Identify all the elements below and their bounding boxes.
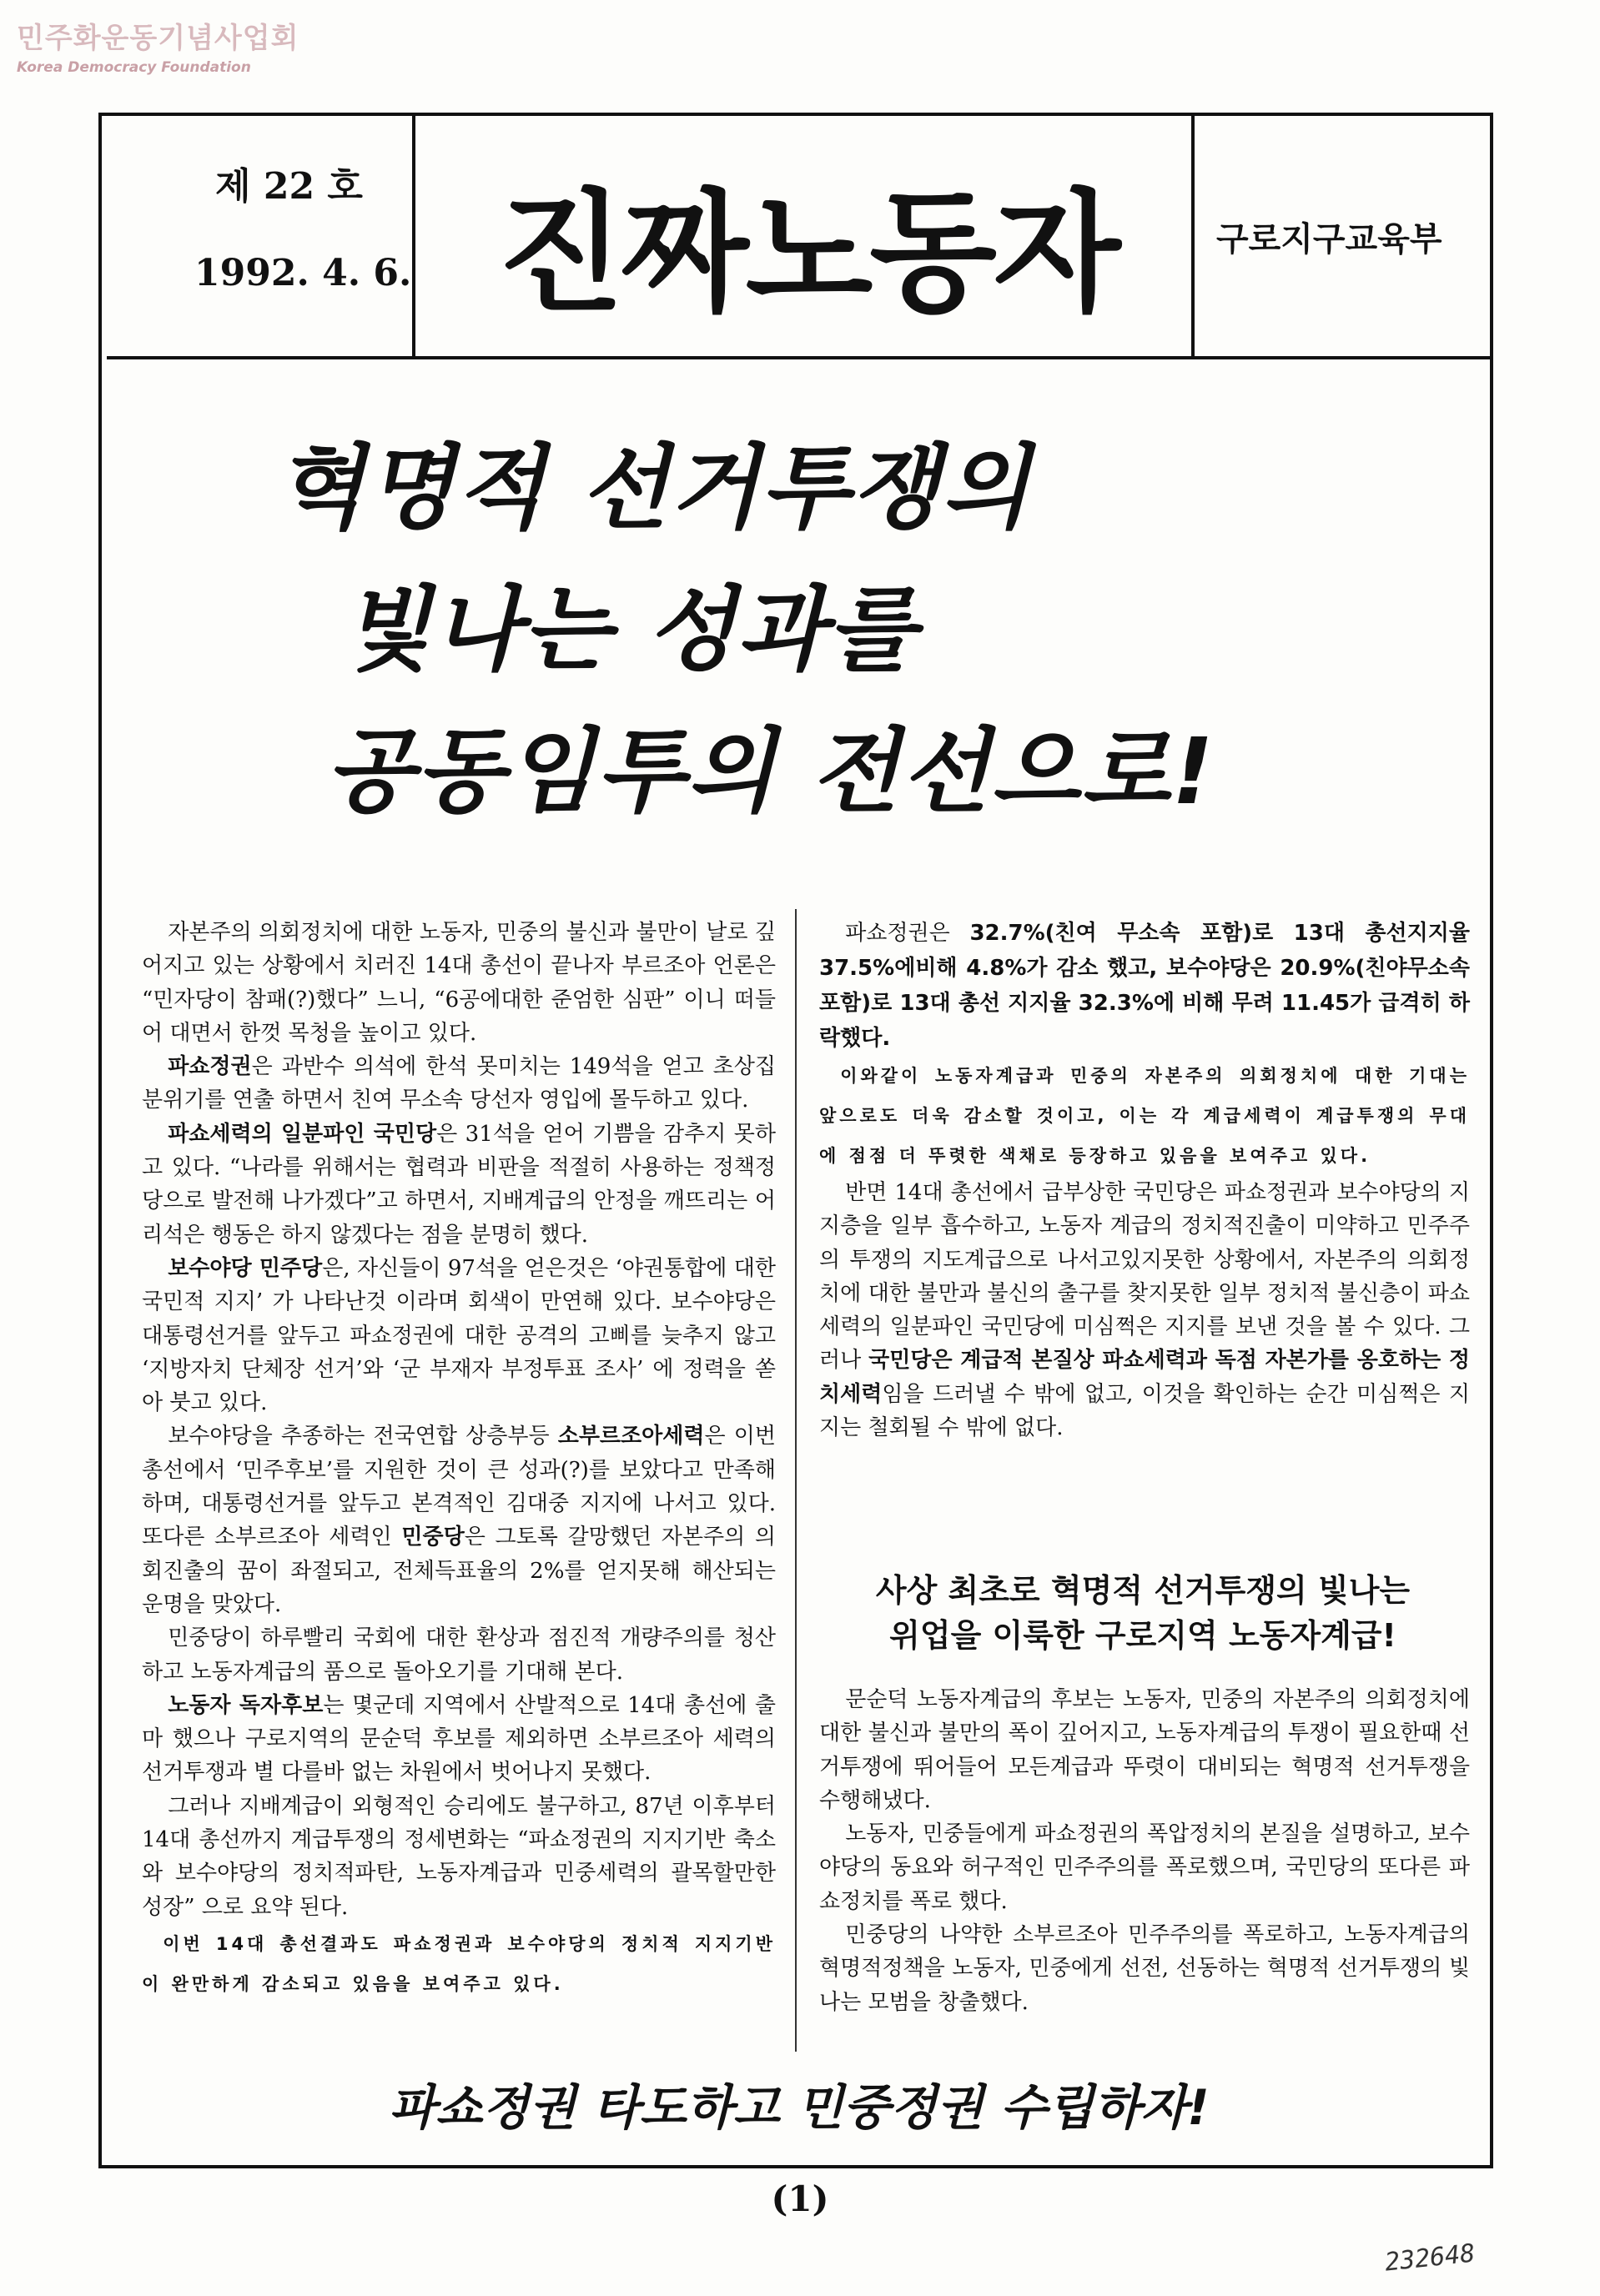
paragraph-emphasized: 이번 14대 총선결과도 파쇼정권과 보수야당의 정치적 지지기반이 완만하게 감소되고 있음을 보여주고 있다. [142, 1933, 776, 1994]
emphasis: 파쇼정권 [168, 1054, 252, 1080]
main-headline [275, 417, 1215, 842]
right-article-column [819, 916, 1470, 1444]
paragraph: 보수야당을 추종하는 전국연합 상층부등 소부르조아세력은 이번 총선에서 ‘민주후보’를 지원한 것이 큰 성과(?)를 보았다고 만족해 하며, 대통령선거를 앞두고 본격적인 김대중 지지에 나서고 있다. 또다른 소부르조아 세력인 민중당은 그토록 갈망했던 자본주의 의회진출의 꿈이 좌절되고, 전체득표율의 2%를 얻지못해 해산되는 운명을 맞았다. [142, 1424, 776, 1617]
paragraph: 노동자, 민중들에게 파쇼정권의 폭압정치의 본질을 설명하고, 보수야당의 동요와 허구적인 민주주의를 폭로했으며, 국민당의 또다른 파쇼정치를 폭로 했다. [819, 1821, 1470, 1914]
issue-date: 1992. 4. 6. [194, 252, 412, 294]
paragraph: 자본주의 의회정치에 대한 노동자, 민중의 불신과 불만이 날로 깊어지고 있는 상황에서 치러진 14대 총선이 끝나자 부르조아 언론은 “민자당이 참패(?)했다” 느니, “6공에대한 준엄한 심판” 이니 떠들어 대면서 한껏 목청을 높이고 있다. [142, 920, 776, 1046]
publisher-name: 구로지구교육부 [1216, 220, 1442, 259]
closing-slogan: 파쇼정권 타도하고 민중정권 수립하자! [389, 2079, 1210, 2136]
issue-number: 제 22 호 [215, 165, 363, 208]
subhead-line-1: 사상 최초로 혁명적 선거투쟁의 빛나는 [875, 1572, 1411, 1609]
emphasis: 보수야당 민주당 [168, 1255, 323, 1281]
emphasis: 국민당은 계급적 본질상 파쇼세력과 독점 자본가를 옹호하는 정치세력 [819, 1348, 1470, 1407]
paragraph: 민중당의 나약한 소부르조아 민주주의를 폭로하고, 노동자계급의 혁명적정책을 노동자, 민중에게 선전, 선동하는 혁명적 선거투쟁의 빛나는 모범을 창출했다. [819, 1922, 1470, 2015]
right-article-column-lower [819, 1683, 1470, 2019]
paragraph: 그러나 지배계급이 외형적인 승리에도 불구하고, 87년 이후부터 14대 총선까지 계급투쟁의 정세변화는 “파쇼정권의 지지기반 축소와 보수야당의 정치적파탄, 노동자계급과 민중세력의 괄목할만한 성장” 으로 요약 된다. [142, 1793, 776, 1920]
watermark-korean: 민주화운동기념사업회 [17, 22, 299, 55]
section-subheadline [834, 1568, 1452, 1658]
subhead-line-2: 위업을 이룩한 구로지역 노동자계급! [889, 1617, 1396, 1654]
headline-line-1: 혁명적 선거투쟁의 [275, 435, 1032, 541]
paragraph: 파쇼세력의 일분파인 국민당은 31석을 얻어 기쁨을 감추지 못하고 있다. “나라를 위해서는 협력과 비판을 적절히 사용하는 정책정당으로 발전해 나가겠다”고 하면서, 지배계급의 안정을 깨뜨리는 어리석은 행동은 하지 않겠다는 점을 분명히 했다. [142, 1121, 777, 1248]
newspaper-title: 진짜노동자 [497, 177, 1118, 330]
emphasis: 32.7%(친여 무소속 포함)로 13대 총선지지율 37.5%에비해 4.8%가 감소 했고, 보수야당은 20.9%(친야무소속 포함)로 13대 총선 지지율 32.3%에 비해 무려 11.45가 급격히 하락했다. [819, 921, 1470, 1051]
headline-line-3: 공동임투의 전선으로! [325, 718, 1215, 825]
archive-number: 232648 [1383, 2238, 1477, 2278]
paragraph: 노동자 독자후보는 몇군데 지역에서 산발적으로 14대 총선에 출마 했으나 구로지역의 문순덕 후보를 제외하면 소부르조아 세력의 선거투쟁과 별 다를바 없는 차원에서 벗어나지 못했다. [142, 1692, 776, 1786]
watermark-english: Korea Democracy Foundation [17, 59, 251, 76]
column-divider [795, 909, 797, 2052]
paragraph: 파쇼정권은 32.7%(친여 무소속 포함)로 13대 총선지지율 37.5%에비해 4.8%가 감소 했고, 보수야당은 20.9%(친야무소속 포함)로 13대 총선 지지율 32.3%에 비해 무려 11.45가 급격히 하락했다. [819, 921, 1470, 1051]
paragraph: 문순덕 노동자계급의 후보는 노동자, 민중의 자본주의 의회정치에 대한 불신과 불만의 폭이 깊어지고, 노동자계급의 투쟁이 필요한때 선거투쟁에 뛰어들어 모든계급과 뚜렷이 대비되는 혁명적 선거투쟁을 수행해냈다. [819, 1687, 1470, 1813]
paragraph-emphasized: 이와같이 노동자계급과 민중의 자본주의 의회정치에 대한 기대는 앞으로도 더욱 감소할 것이고, 이는 각 계급세력이 계급투쟁의 무대에 점점 더 뚜렷한 색채로 등장하고 있음을 보여주고 있다. [819, 1066, 1470, 1166]
paragraph: 반면 14대 총선에서 급부상한 국민당은 파쇼정권과 보수야당의 지지층을 일부 흡수하고, 노동자 계급의 정치적진출이 미약하고 민주주의 투쟁의 지도계급으로 나서고있지못한 상황에서, 자본주의 의회정치에 대한 불만과 불신의 출구를 찾지못한 일부 정치적 불신층이 파쇼세력의 일분파인 국민당에 미심쩍은 지지를 보낸 것을 볼 수 있다. 그러나 국민당은 계급적 본질상 파쇼세력과 독점 자본가를 옹호하는 정치세력임을 드러낼 수 밖에 없고, 이것을 확인하는 순간 미심쩍은 지지는 철회될 수 밖에 없다. [819, 1180, 1470, 1441]
masthead-divider [1191, 114, 1195, 356]
headline-line-2: 빛나는 성과를 [342, 576, 918, 683]
emphasis: 노동자 독자후보 [168, 1692, 324, 1718]
issue-box [107, 114, 415, 356]
left-article-column [142, 916, 776, 2004]
emphasis: 소부르조아세력 [557, 1424, 705, 1449]
foundation-watermark [17, 15, 299, 76]
masthead [107, 114, 1492, 359]
paragraph: 파쇼정권은 과반수 의석에 한석 못미치는 149석을 얻고 초상집 분위기를 연출 하면서 친여 무소속 당선자 영입에 몰두하고 있다. [142, 1054, 776, 1113]
page-number: (1) [771, 2178, 829, 2219]
emphasis: 파쇼세력의 일분파인 국민당 [168, 1121, 437, 1147]
paragraph: 민중당이 하루빨리 국회에 대한 환상과 점진적 개량주의를 청산하고 노동자계급의 품으로 돌아오기를 기대해 본다. [142, 1625, 776, 1685]
paragraph: 보수야당 민주당은, 자신들이 97석을 얻은것은 ‘야권통합에 대한 국민적 지지’ 가 나타난것 이라며 회색이 만연해 있다. 보수야당은 대통령선거를 앞두고 파쇼정권에 대한 공격의 고삐를 늦추지 않고 ‘지방자치 단체장 선거’와 ‘군 부재자 부정투표 조사’ 에 정력을 쏟아 붓고 있다. [142, 1255, 776, 1416]
emphasis: 민중당 [401, 1525, 465, 1550]
